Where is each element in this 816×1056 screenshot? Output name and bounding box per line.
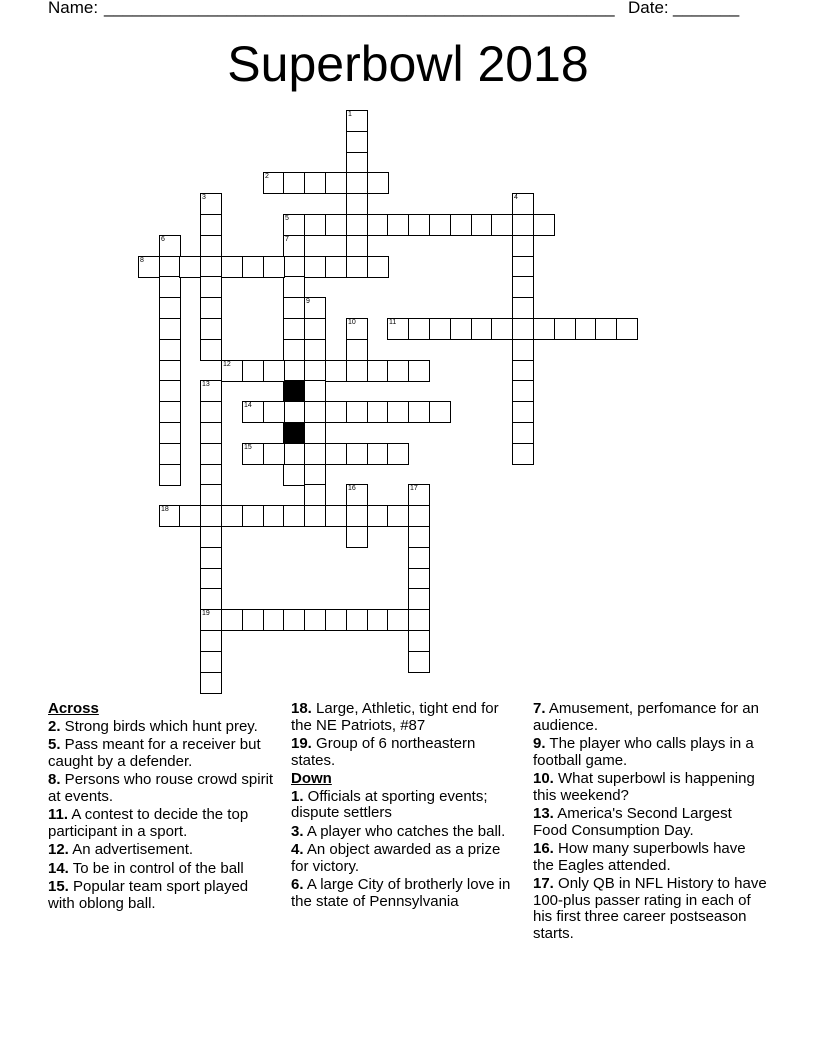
- grid-cell[interactable]: [263, 256, 285, 278]
- clue-across-11: 11. A contest to decide the top participant in a sport.: [48, 806, 249, 840]
- grid-cell[interactable]: [429, 401, 451, 423]
- grid-cell[interactable]: [408, 360, 430, 382]
- grid-cell[interactable]: [367, 609, 389, 631]
- grid-cell[interactable]: [346, 505, 368, 527]
- grid-cell[interactable]: [283, 505, 305, 527]
- header: [48, 0, 768, 20]
- grid-cell[interactable]: [512, 235, 534, 257]
- clue-number: 17: [410, 485, 418, 492]
- grid-cell[interactable]: [304, 214, 326, 236]
- grid-cell[interactable]: [242, 443, 264, 465]
- grid-cell[interactable]: [367, 505, 389, 527]
- grid-cell[interactable]: [159, 318, 181, 340]
- grid-cell[interactable]: [367, 401, 389, 423]
- grid-cell[interactable]: [200, 422, 222, 444]
- clue-number: 14: [244, 402, 252, 409]
- grid-cell[interactable]: [242, 609, 264, 631]
- grid-cell[interactable]: [200, 193, 222, 215]
- grid-cell[interactable]: [595, 318, 617, 340]
- grid-cell[interactable]: [200, 609, 222, 631]
- clue-number: 3: [202, 194, 206, 201]
- grid-cell[interactable]: [346, 131, 368, 153]
- clue-number: 7: [285, 236, 289, 243]
- grid-cell[interactable]: [346, 193, 368, 215]
- clue-number: 1: [348, 111, 352, 118]
- grid-cell[interactable]: [283, 318, 305, 340]
- grid-cell[interactable]: [512, 422, 534, 444]
- grid-cell[interactable]: [325, 401, 347, 423]
- grid-cell[interactable]: [346, 609, 368, 631]
- grid-cell[interactable]: [159, 401, 181, 423]
- grid-cell[interactable]: [283, 443, 305, 465]
- puzzle-title: Superbowl 2018: [227, 36, 589, 92]
- name-field[interactable]: ______________________________________________________: [104, 0, 615, 17]
- grid-cell[interactable]: [242, 256, 264, 278]
- clues-column-2: [291, 701, 521, 912]
- grid-cell[interactable]: [263, 360, 285, 382]
- grid-cell[interactable]: [346, 256, 368, 278]
- grid-cell[interactable]: [408, 505, 430, 527]
- down-heading: Down: [291, 770, 332, 787]
- grid-cell[interactable]: [159, 297, 181, 319]
- grid-cell[interactable]: [387, 318, 409, 340]
- grid-cell[interactable]: [325, 443, 347, 465]
- grid-cell[interactable]: [512, 256, 534, 278]
- clue-number: 6: [161, 236, 165, 243]
- grid-cell[interactable]: [387, 401, 409, 423]
- grid-cell[interactable]: [512, 339, 534, 361]
- grid-cell[interactable]: [263, 505, 285, 527]
- date-label: Date:: [628, 0, 669, 17]
- grid-cell[interactable]: [408, 651, 430, 673]
- grid-cell[interactable]: [346, 318, 368, 340]
- clue-number: 10: [348, 319, 356, 326]
- clue-across-8: 8. Persons who rouse crowd spirit at events.: [48, 771, 274, 805]
- grid-cell[interactable]: [179, 505, 201, 527]
- clue-across-12: 12. An advertisement.: [48, 841, 194, 858]
- grid-cell[interactable]: [283, 297, 305, 319]
- grid-cell[interactable]: [304, 360, 326, 382]
- grid-cell[interactable]: [200, 443, 222, 465]
- clue-number: 8: [140, 257, 144, 264]
- clue-number: 2: [265, 173, 269, 180]
- grid-cell[interactable]: [304, 401, 326, 423]
- grid-cell[interactable]: [263, 172, 285, 194]
- grid-cell[interactable]: [200, 505, 222, 527]
- grid-cell[interactable]: [512, 401, 534, 423]
- grid-cell[interactable]: [346, 360, 368, 382]
- grid-cell[interactable]: [200, 235, 222, 257]
- grid-cell[interactable]: [346, 443, 368, 465]
- clue-number: 19: [202, 610, 210, 617]
- clue-down-1: 1. Officials at sporting events; dispute settlers: [291, 787, 488, 821]
- grid-cell[interactable]: [200, 672, 222, 694]
- grid-cell[interactable]: [346, 526, 368, 548]
- grid-cell[interactable]: [512, 380, 534, 402]
- clue-down-13: 13. America's Second Largest Food Consumption Day.: [533, 805, 732, 839]
- grid-cell[interactable]: [179, 256, 201, 278]
- clue-number: 11: [389, 319, 397, 326]
- grid-cell[interactable]: [429, 214, 451, 236]
- grid-cell[interactable]: [450, 318, 472, 340]
- grid-cell[interactable]: [263, 401, 285, 423]
- grid-cell[interactable]: [533, 318, 555, 340]
- grid-cell[interactable]: [242, 505, 264, 527]
- grid-cell[interactable]: [242, 401, 264, 423]
- grid-cell[interactable]: [159, 443, 181, 465]
- grid-cell[interactable]: [512, 318, 534, 340]
- grid-cell[interactable]: [533, 214, 555, 236]
- grid-cell[interactable]: [512, 360, 534, 382]
- grid-cell[interactable]: [346, 214, 368, 236]
- clue-number: 13: [202, 381, 210, 388]
- grid-cell[interactable]: [387, 505, 409, 527]
- name-label: Name:: [48, 0, 99, 17]
- grid-cell[interactable]: [491, 214, 513, 236]
- grid-cell[interactable]: [304, 464, 326, 486]
- clue-down-9: 9. The player who calls plays in a football game.: [533, 735, 754, 769]
- clue-down-10: 10. What superbowl is happening this weekend?: [533, 770, 755, 804]
- clue-number: 12: [223, 361, 231, 368]
- grid-cell[interactable]: [346, 484, 368, 506]
- grid-cell[interactable]: [325, 609, 347, 631]
- grid-cell[interactable]: [159, 380, 181, 402]
- grid-cell[interactable]: [512, 193, 534, 215]
- grid-cell[interactable]: [408, 318, 430, 340]
- grid-cell[interactable]: [408, 609, 430, 631]
- grid-cell[interactable]: [325, 256, 347, 278]
- grid-cell[interactable]: [159, 276, 181, 298]
- grid-cell[interactable]: [387, 609, 409, 631]
- grid-cell[interactable]: [159, 339, 181, 361]
- grid-cell[interactable]: [304, 443, 326, 465]
- grid-cell[interactable]: [512, 443, 534, 465]
- grid-cell[interactable]: [554, 318, 576, 340]
- grid-cell[interactable]: [200, 318, 222, 340]
- grid-cell[interactable]: [408, 526, 430, 548]
- clue-across-2: 2. Strong birds which hunt prey.: [48, 717, 258, 735]
- grid-cell[interactable]: [200, 214, 222, 236]
- grid-cell[interactable]: [512, 214, 534, 236]
- grid-cell[interactable]: [283, 172, 305, 194]
- grid-cell[interactable]: [346, 235, 368, 257]
- grid-cell[interactable]: [200, 256, 222, 278]
- grid-cell[interactable]: [138, 256, 160, 278]
- clue-down-16: 16. How many superbowls have the Eagles attended.: [533, 840, 746, 874]
- grid-cell[interactable]: [471, 318, 493, 340]
- clue-down-4: 4. An object awarded as a prize for victory.: [291, 841, 501, 875]
- grid-cell[interactable]: [263, 443, 285, 465]
- clue-number: 16: [348, 485, 356, 492]
- clue-number: 5: [285, 215, 289, 222]
- black-cell: [283, 422, 305, 444]
- grid-cell[interactable]: [387, 443, 409, 465]
- grid-cell[interactable]: [304, 297, 326, 319]
- grid-cell[interactable]: [200, 484, 222, 506]
- grid-cell[interactable]: [159, 360, 181, 382]
- grid-cell[interactable]: [304, 609, 326, 631]
- grid-cell[interactable]: [283, 339, 305, 361]
- grid-cell[interactable]: [429, 318, 451, 340]
- clue-number: 18: [161, 506, 169, 513]
- clue-across-19: 19. Group of 6 northeastern states.: [291, 735, 476, 769]
- clues-column-1: [48, 701, 278, 914]
- grid-cell[interactable]: [304, 339, 326, 361]
- grid-cell[interactable]: [408, 630, 430, 652]
- grid-cell[interactable]: [325, 214, 347, 236]
- grid-cell[interactable]: [387, 214, 409, 236]
- grid-cell[interactable]: [263, 609, 285, 631]
- clue-number: 4: [514, 194, 518, 201]
- grid-cell[interactable]: [200, 651, 222, 673]
- grid-cell[interactable]: [200, 568, 222, 590]
- grid-cell[interactable]: [304, 484, 326, 506]
- grid-cell[interactable]: [200, 276, 222, 298]
- grid-cell[interactable]: [200, 630, 222, 652]
- grid-cell[interactable]: [616, 318, 638, 340]
- grid-cell[interactable]: [408, 214, 430, 236]
- grid-cell[interactable]: [200, 526, 222, 548]
- grid-cell[interactable]: [512, 297, 534, 319]
- grid-cell[interactable]: [283, 609, 305, 631]
- clue-number: 15: [244, 444, 252, 451]
- grid-cell[interactable]: [283, 235, 305, 257]
- grid-cell[interactable]: [304, 505, 326, 527]
- clue-down-3: 3. A player who catches the ball.: [291, 822, 506, 840]
- clue-across-18: 18. Large, Athletic, tight end for the NE Patriots, #87: [291, 700, 499, 734]
- clue-down-17: 17. Only QB in NFL History to have 100-plus passer rating in each of his first three career postseason starts.: [533, 875, 767, 942]
- grid-cell[interactable]: [159, 235, 181, 257]
- clue-down-6: 6. A large City of brotherly love in the state of Pennsylvania: [291, 876, 511, 910]
- grid-cell[interactable]: [283, 256, 305, 278]
- grid-cell[interactable]: [200, 401, 222, 423]
- grid-cell[interactable]: [221, 505, 243, 527]
- grid-cell[interactable]: [200, 339, 222, 361]
- grid-cell[interactable]: [283, 464, 305, 486]
- grid-cell[interactable]: [346, 152, 368, 174]
- across-heading: Across: [48, 700, 99, 717]
- grid-cell[interactable]: [200, 588, 222, 610]
- grid-cell[interactable]: [221, 360, 243, 382]
- grid-cell[interactable]: [283, 214, 305, 236]
- clue-across-15: 15. Popular team sport played with oblong ball.: [48, 878, 249, 912]
- clue-across-5: 5. Pass meant for a receiver but caught by a defender.: [48, 736, 261, 770]
- grid-cell[interactable]: [304, 172, 326, 194]
- grid-cell[interactable]: [367, 256, 389, 278]
- grid-cell[interactable]: [283, 360, 305, 382]
- black-cell: [283, 380, 305, 402]
- grid-cell[interactable]: [221, 609, 243, 631]
- grid-cell[interactable]: [408, 568, 430, 590]
- grid-cell[interactable]: [304, 422, 326, 444]
- grid-cell[interactable]: [304, 318, 326, 340]
- grid-cell[interactable]: [367, 360, 389, 382]
- grid-cell[interactable]: [512, 276, 534, 298]
- grid-cell[interactable]: [283, 401, 305, 423]
- grid-cell[interactable]: [346, 172, 368, 194]
- grid-cell[interactable]: [200, 380, 222, 402]
- grid-cell[interactable]: [159, 464, 181, 486]
- clues-column-3: [533, 701, 768, 944]
- grid-cell[interactable]: [159, 505, 181, 527]
- clue-across-14: 14. To be in control of the ball: [48, 859, 244, 877]
- clue-down-7: 7. Amusement, perfomance for an audience.: [533, 700, 759, 734]
- grid-cell[interactable]: [367, 443, 389, 465]
- date-field[interactable]: _______: [673, 0, 740, 17]
- grid-cell[interactable]: [304, 256, 326, 278]
- grid-cell[interactable]: [408, 547, 430, 569]
- grid-cell[interactable]: [283, 276, 305, 298]
- grid-cell[interactable]: [387, 360, 409, 382]
- grid-cell[interactable]: [471, 214, 493, 236]
- grid-cell[interactable]: [221, 256, 243, 278]
- grid-cell[interactable]: [200, 547, 222, 569]
- grid-cell[interactable]: [408, 484, 430, 506]
- grid-cell[interactable]: [346, 401, 368, 423]
- clue-number: 9: [306, 298, 310, 305]
- grid-cell[interactable]: [304, 380, 326, 402]
- grid-cell[interactable]: [325, 360, 347, 382]
- grid-cell[interactable]: [367, 172, 389, 194]
- grid-cell[interactable]: [325, 505, 347, 527]
- grid-cell[interactable]: [159, 422, 181, 444]
- grid-cell[interactable]: [408, 588, 430, 610]
- grid-cell[interactable]: [367, 214, 389, 236]
- grid-cell[interactable]: [200, 464, 222, 486]
- grid-cell[interactable]: [450, 214, 472, 236]
- grid-cell[interactable]: [159, 256, 181, 278]
- grid-cell[interactable]: [491, 318, 513, 340]
- grid-cell[interactable]: [242, 360, 264, 382]
- grid-cell[interactable]: [200, 297, 222, 319]
- grid-cell[interactable]: [346, 110, 368, 132]
- grid-cell[interactable]: [325, 172, 347, 194]
- grid-cell[interactable]: [408, 401, 430, 423]
- grid-cell[interactable]: [346, 339, 368, 361]
- grid-cell[interactable]: [575, 318, 597, 340]
